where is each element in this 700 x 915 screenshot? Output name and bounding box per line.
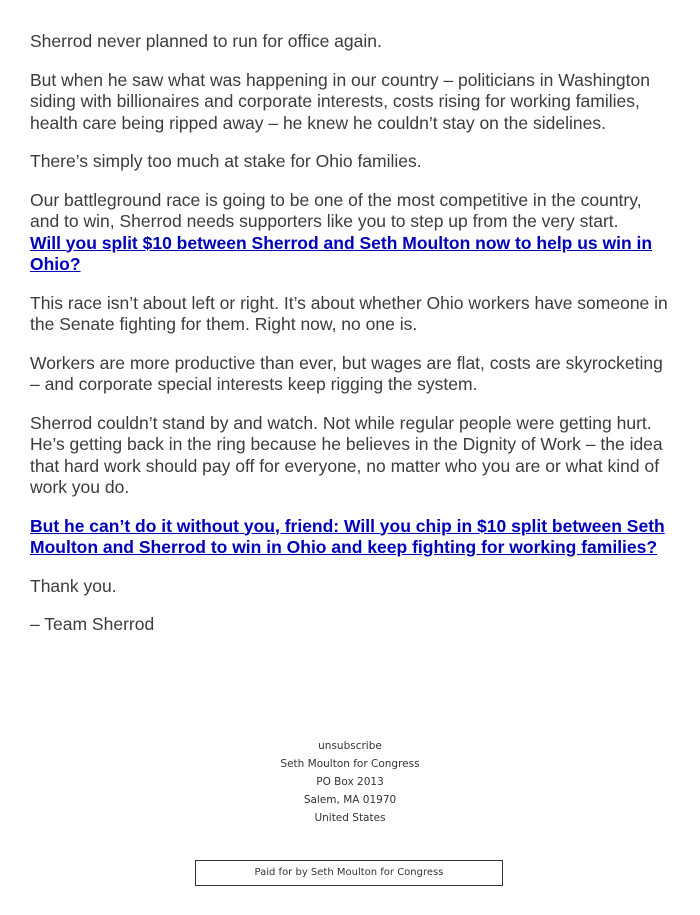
paragraph-stakes: There’s simply too much at stake for Ohio families. <box>30 151 422 171</box>
signoff-text: – Team Sherrod <box>30 614 155 634</box>
email-body <box>30 31 675 653</box>
footer-city-state: Salem, MA 01970 <box>303 794 397 806</box>
thank-you-text: Thank you. <box>30 575 117 596</box>
donate-link-chip-in-10[interactable]: But he can’t do it without you, friend: Will you chip in $10 split between Seth Moulton and Sherrod to win in Ohio and keep fighting for working families? <box>30 515 665 557</box>
paid-for-disclaimer: Paid for by Seth Moulton for Congress <box>195 860 503 886</box>
paragraph-dignity-of-work: Sherrod couldn’t stand by and watch. Not while regular people were getting hurt. He’s getting back in the ring because he believes in the Dignity of Work – the idea that hard work should pay off for everyone, no matter who you are or what kind of work you do. <box>30 412 663 497</box>
email-footer <box>0 737 700 827</box>
unsubscribe-link[interactable]: unsubscribe <box>318 740 382 752</box>
paragraph-battleground: Our battleground race is going to be one of the most competitive in the country, and to win, Sherrod needs supporters like you to step up from the very start. <box>30 189 642 231</box>
donate-link-split-10[interactable]: Will you split $10 between Sherrod and Seth Moulton now to help us win in Ohio? <box>30 232 653 274</box>
donate-paragraph <box>30 516 675 559</box>
paragraph-workers: Workers are more productive than ever, but wages are flat, costs are skyrocketing – and corporate special interests keep rigging the system. <box>30 352 663 394</box>
footer-po-box: PO Box 2013 <box>316 776 384 788</box>
paragraph-left-or-right: This race isn’t about left or right. It’s about whether Ohio workers have someone in the Senate fighting for them. Right now, no one is. <box>30 292 668 334</box>
battleground-cta-block <box>30 190 675 276</box>
footer-org-name: Seth Moulton for Congress <box>280 758 420 770</box>
paragraph-intro: Sherrod never planned to run for office again. <box>30 31 382 51</box>
footer-country: United States <box>314 812 386 824</box>
paragraph-washington: But when he saw what was happening in our country – politicians in Washington siding with billionaires and corporate interests, costs rising for working families, health care being ripped away – he knew he couldn’t stay on the sidelines. <box>30 69 650 133</box>
